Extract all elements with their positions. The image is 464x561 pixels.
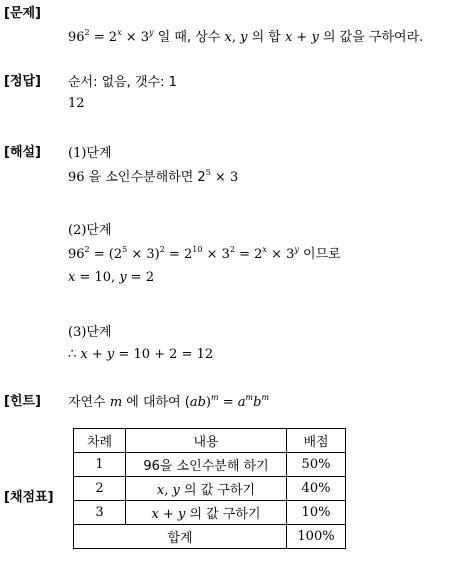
table-row — [74, 477, 346, 501]
step3-result: ∴ x + y = 10 + 2 = 12 — [68, 347, 214, 362]
table-row — [74, 453, 346, 477]
answer-value: 12 — [68, 96, 85, 111]
step2-title: (2)단계 — [68, 223, 112, 238]
problem-label: [문제] — [4, 6, 41, 21]
answer-label: [정답] — [4, 74, 41, 89]
row-score: 50% — [287, 453, 346, 477]
table-header-row — [74, 429, 346, 453]
row-order: 2 — [74, 477, 126, 501]
total-score: 100% — [287, 525, 346, 549]
hint-text: 자연수 m 에 대하여 $(ab)^m = a^mb^m$ — [68, 393, 270, 410]
step2-equation: $96^2 = (2^5 \times 3)^2 = 2^{10} \times 3^2 = 2^x \times 3^y$ 이므로 — [68, 245, 341, 262]
row-content: x, y 의 값 구하기 — [126, 477, 287, 501]
step1-title: (1)단계 — [68, 146, 112, 161]
step3-title: (3)단계 — [68, 325, 112, 340]
problem-text: $96^2 = 2^x \times 3^y$ 일 때, 상수 x, y 의 합 x + y 의 값을 구하여라. — [68, 28, 424, 45]
answer-meta: 순서: 없음, 갯수: 1 — [68, 75, 177, 90]
row-score: 10% — [287, 501, 346, 525]
rubric-table — [73, 428, 346, 549]
header-score: 배점 — [287, 429, 346, 453]
step1-text: 96 을 소인수분해하면 $2^5 \times 3$ — [68, 168, 239, 185]
row-order: 1 — [74, 453, 126, 477]
table-row — [74, 501, 346, 525]
table-total-row — [74, 525, 346, 549]
row-content: x + y 의 값 구하기 — [126, 501, 287, 525]
total-label: 합계 — [74, 525, 287, 549]
explanation-label: [해설] — [4, 145, 41, 160]
hint-label: [힌트] — [4, 394, 41, 409]
rubric-label: [채점표] — [4, 490, 54, 505]
header-content: 내용 — [126, 429, 287, 453]
step2-result: x = 10, y = 2 — [68, 270, 155, 285]
row-content: 96을 소인수분해 하기 — [126, 453, 287, 477]
header-order: 차례 — [74, 429, 126, 453]
row-score: 40% — [287, 477, 346, 501]
row-order: 3 — [74, 501, 126, 525]
